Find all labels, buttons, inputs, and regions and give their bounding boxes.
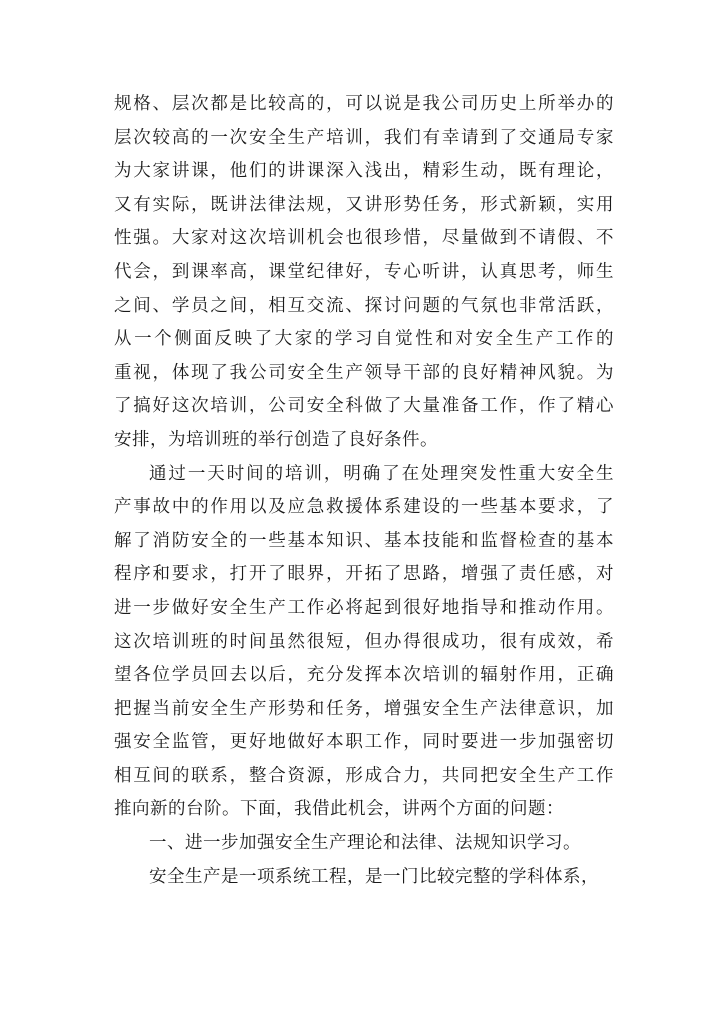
- text-line: 层次较高的一次安全生产培训，我们有幸请到了交通局专家: [114, 127, 614, 148]
- paragraph: [114, 827, 614, 861]
- text-line: 这次培训班的时间虽然很短，但办得很成功，很有成效，希: [114, 631, 614, 652]
- text-line: 相互间的联系，整合资源，形成合力，共同把安全生产工作: [114, 765, 614, 786]
- text-line: 把握当前安全生产形势和任务，增强安全生产法律意识，加: [114, 698, 614, 719]
- document-body: [114, 88, 614, 894]
- text-line: 重视，体现了我公司安全生产领导干部的良好精神风貌。为: [114, 362, 614, 383]
- text-line: 规格、层次都是比较高的，可以说是我公司历史上所举办的: [114, 94, 614, 114]
- text-line: 安排，为培训班的举行创造了良好条件。: [114, 429, 438, 450]
- text-line: 强安全监管，更好地做好本职工作，同时要进一步加强密切: [114, 732, 614, 753]
- text-line: 性强。大家对这次培训机会也很珍惜，尽量做到不请假、不: [114, 228, 614, 249]
- text-line: 代会，到课率高，课堂纪律好，专心听讲，认真思考，师生: [114, 261, 614, 282]
- text-line: 了搞好这次培训，公司安全科做了大量准备工作，作了精心: [114, 396, 614, 417]
- text-line: 安全生产是一项系统工程，是一门比较完整的学科体系，: [149, 866, 599, 887]
- text-line: 解了消防安全的一些基本知识、基本技能和监督检查的基本: [114, 530, 614, 551]
- text-line: 为大家讲课，他们的讲课深入浅出，精彩生动，既有理论，: [114, 161, 614, 182]
- text-line: 通过一天时间的培训，明确了在处理突发性重大安全生: [149, 463, 614, 484]
- paragraph: [114, 458, 614, 828]
- text-line: 之间、学员之间，相互交流、探讨问题的气氛也非常活跃，: [114, 295, 614, 316]
- paragraph: [114, 861, 614, 895]
- text-line: 产事故中的作用以及应急救援体系建设的一些基本要求，了: [114, 497, 614, 518]
- text-line: 推向新的台阶。下面，我借此机会，讲两个方面的问题：: [114, 799, 564, 820]
- text-line: 又有实际，既讲法律法规，又讲形势任务，形式新颖，实用: [114, 194, 614, 215]
- paragraph: [114, 88, 614, 458]
- text-line: 程序和要求，打开了眼界，开拓了思路，增强了责任感，对: [114, 564, 614, 585]
- text-line: 望各位学员回去以后，充分发挥本次培训的辐射作用，正确: [114, 665, 614, 686]
- text-line: 从一个侧面反映了大家的学习自觉性和对安全生产工作的: [114, 329, 614, 350]
- text-line: 进一步做好安全生产工作必将起到很好地指导和推动作用。: [114, 597, 614, 618]
- text-line: 一、进一步加强安全生产理论和法律、法规知识学习。: [149, 833, 581, 854]
